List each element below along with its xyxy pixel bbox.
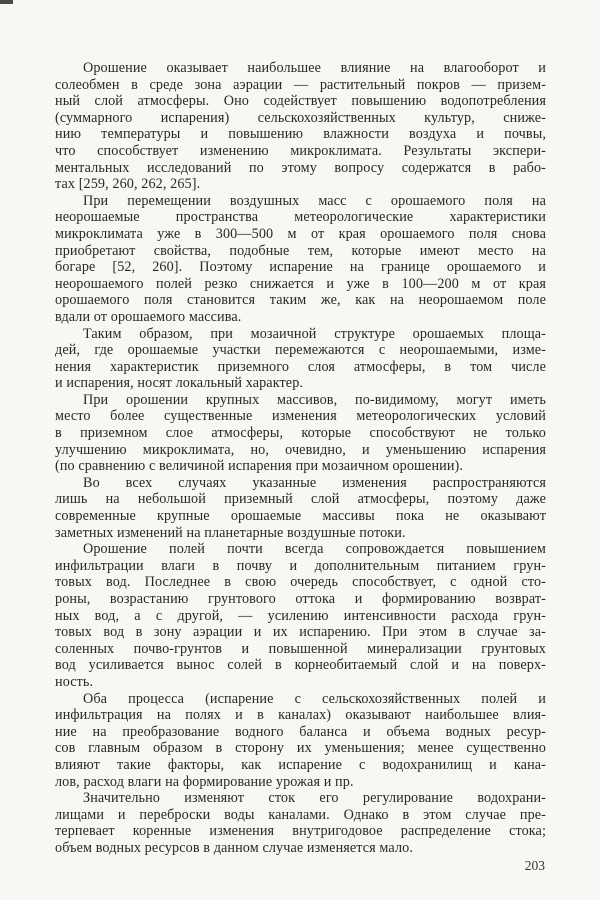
paragraph <box>55 475 546 541</box>
paragraph <box>55 392 546 475</box>
text-line: неорошаемые пространства метеорологические характеристики <box>55 209 546 226</box>
text-line: нию температуры и повышению влажности воздуха и почвы, <box>55 126 546 143</box>
text-line: дей, где орошаемые участки перемежаются с неорошаемыми, изме- <box>55 342 546 359</box>
text-line: ние на преобразование водного баланса и объема водных ресур- <box>55 723 546 740</box>
text-line: и испарения, носят локальный характер. <box>55 375 304 392</box>
paragraph <box>55 691 546 791</box>
text-line: соленных почво-грунтов и повышенной минерализации грунтовых <box>55 640 546 657</box>
text-line: современные крупные орошаемые массивы пока не оказывают <box>55 508 546 525</box>
text-line: (суммарного испарения) сельскохозяйственных культур, сниже- <box>55 109 546 126</box>
text-line: микроклимата уже в 300—500 м от края орошаемого поля снова <box>55 225 546 242</box>
text-line: Таким образом, при мозаичной структуре орошаемых площа- <box>83 325 546 342</box>
text-line: инфильтрация на полях и в каналах) оказывают наибольшее влия- <box>55 707 546 724</box>
text-line: Во всех случаях указанные изменения распространяются <box>83 474 546 491</box>
text-line: сов главным образом в сторону их уменьшения; менее существенно <box>55 740 546 757</box>
text-line: влияют такие факторы, как испарение с водохранилищ и кана- <box>55 756 546 773</box>
text-line: орошаемого поля становится таким же, как на неорошаемом поле <box>55 292 546 309</box>
text-line: вдали от орошаемого массива. <box>55 308 242 325</box>
text-line: (по сравнению с величиной испарения при мозаичном орошении). <box>55 458 463 475</box>
text-line: заметных изменений на планетарные воздушные потоки. <box>55 524 406 541</box>
text-line: лищами и переброски воды каналами. Однако в этом случае пре- <box>55 806 546 823</box>
text-line: ный слой атмосферы. Оно содействует повышению водопотребления <box>55 93 546 110</box>
text-line: При перемещении воздушных масс с орошаемого поля на <box>83 192 546 209</box>
text-line: товых вод. Последнее в свою очередь способствует, с одной сто- <box>55 574 546 591</box>
text-line: место более существенные изменения метеорологических условий <box>55 408 546 425</box>
text-line: в приземном слое атмосферы, которые способствуют не только <box>55 425 546 442</box>
text-line: ных вод, а с другой, — усилению интенсивности расхода грун- <box>55 607 546 624</box>
text-line: Орошение полей почти всегда сопровождается повышением <box>83 541 546 558</box>
text-line: Значительно изменяют сток его регулирование водохрани- <box>83 790 546 807</box>
paragraph <box>55 790 546 856</box>
text-line: ментальных исследований по этому вопросу содержатся в рабо- <box>55 159 546 176</box>
text-line: тах [259, 260, 262, 265]. <box>55 176 201 193</box>
text-line: инфильтрации влаги в почву и дополнительным питанием грун- <box>55 557 546 574</box>
text-line: улучшению микроклимата, но, очевидно, и уменьшению испарения <box>55 441 546 458</box>
text-line: неорошаемого полей резко снижается и уже в 100—200 м от края <box>55 275 546 292</box>
text-line: ность. <box>55 673 94 690</box>
text-line: лов, расход влаги на формирование урожая и пр. <box>55 773 354 790</box>
text-block <box>55 60 546 857</box>
text-line: что способствует изменению микроклимата. Результаты экспери- <box>55 142 546 159</box>
paragraph <box>55 60 546 193</box>
paragraph <box>55 193 546 326</box>
text-line: солеобмен в среде зона аэрации — растительный покров — призем- <box>55 76 546 93</box>
text-line: нения характеристик приземного слоя атмосферы, в том числе <box>55 358 546 375</box>
text-line: лишь на небольшой приземный слой атмосферы, поэтому даже <box>55 491 546 508</box>
text-line: вод усиливается вынос солей в корнеобитаемый слой и на поверх- <box>55 657 546 674</box>
paragraph <box>55 326 546 392</box>
text-line: Орошение оказывает наибольшее влияние на влагооборот и <box>83 60 546 76</box>
text-line: роны, возрастанию грунтового оттока и формированию возврат- <box>55 591 546 607</box>
paragraph <box>55 541 546 690</box>
text-line: При орошении крупных массивов, по-видимому, могут иметь <box>83 391 546 408</box>
text-line: приобретают свойства, подобные тем, которые имеют место на <box>55 242 546 259</box>
text-line: объем водных ресурсов в данном случае изменяется мало. <box>55 839 413 856</box>
scan-corner-artifact <box>0 0 13 4</box>
text-line: Оба процесса (испарение с сельскохозяйственных полей и <box>83 690 546 707</box>
page-number: 203 <box>524 858 545 873</box>
text-line: товых вод в зону аэрации и их испарению. При этом в случае за- <box>55 624 546 641</box>
text-line: терпевает коренные изменения внутригодовое распределение стока; <box>55 823 546 840</box>
text-line: богаре [52, 260]. Поэтому испарение на границе орошаемого и <box>55 259 546 276</box>
